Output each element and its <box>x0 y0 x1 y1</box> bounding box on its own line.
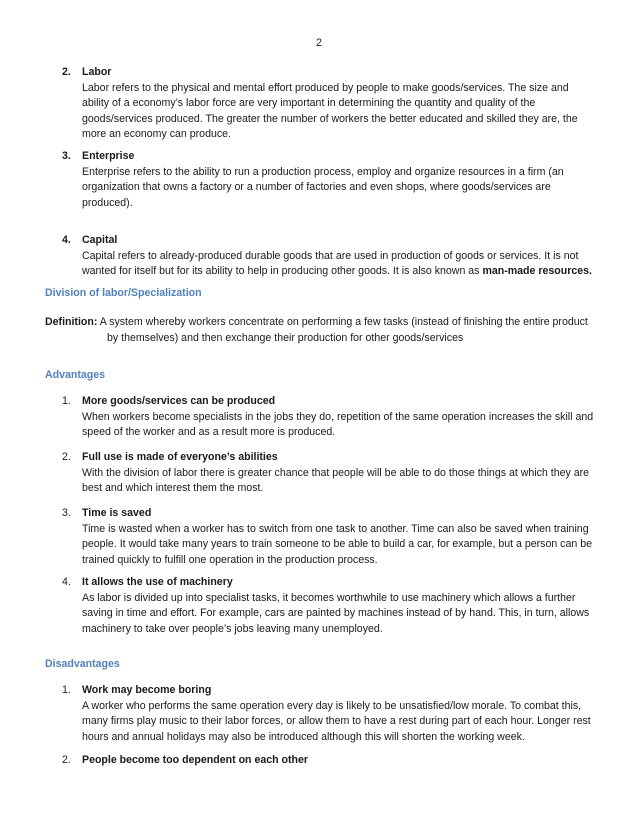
disadvantages-heading: Disadvantages <box>45 658 120 670</box>
text-line: saving in time and effort. For example, cars are painted by machines instead of by hand. This, in turn, allows <box>82 607 590 620</box>
definition-line <box>45 315 600 331</box>
list-number: 2. <box>62 66 71 78</box>
text-line: Time is wasted when a worker has to switch from one task to another. Time can also be saved when training <box>82 522 589 535</box>
text-line: ability of a economy’s labor force are very important in determining the quantity and quality of the <box>82 97 536 110</box>
disadvantage-item <box>62 753 600 769</box>
list-number: 3. <box>62 150 71 162</box>
advantage-title: Time is saved <box>82 507 152 519</box>
advantage-description <box>82 410 600 441</box>
definition-label: Definition: <box>45 316 98 328</box>
list-number: 3. <box>62 507 71 519</box>
definition-line: by themselves) and then exchange their production for other goods/services <box>107 331 464 344</box>
advantage-title: It allows the use of machinery <box>82 576 233 588</box>
factor-title: Labor <box>82 66 112 78</box>
text-line: Capital refers to already-produced durable goods that are used in production of goods or services. It is not <box>82 249 579 262</box>
advantage-item <box>62 506 600 568</box>
list-number: 2. <box>62 451 71 463</box>
list-number: 2. <box>62 754 71 766</box>
disadvantage-item <box>62 683 600 745</box>
text-line: trained quickly to fulfill one operation in the production process. <box>82 553 378 566</box>
page-number: 2 <box>316 37 322 49</box>
text-line: Enterprise refers to the ability to run a production process, employ and organize resources in a firm (an <box>82 165 564 178</box>
advantage-description <box>82 466 600 497</box>
text-line: goods/services produced. The greater the number of workers the better educated and skilled they are, the <box>82 112 578 125</box>
advantage-title: More goods/services can be produced <box>82 395 276 407</box>
text-line: machinery to take over people’s jobs leaving many unemployed. <box>82 622 383 635</box>
text-line: As labor is divided up into specialist tasks, it becomes worthwhile to use machinery which allows a further <box>82 591 576 604</box>
advantage-title: Full use is made of everyone’s abilities <box>82 451 278 463</box>
emphasis-text: man-made resources. <box>482 265 592 278</box>
text-line: people. It would take many years to train someone to be able to build a car, for example, but a person can be <box>82 538 592 551</box>
factor-capital <box>62 233 600 280</box>
text-line: more an economy can produce. <box>82 128 231 141</box>
text-line <box>82 264 600 280</box>
advantage-description <box>82 522 600 569</box>
text-line: produced). <box>82 196 133 209</box>
text-line: A worker who performs the same operation every day is likely to be unsatisfied/low morale. To combat this, <box>82 699 582 712</box>
text-line: speed of the worker and as a result more is produced. <box>82 426 336 439</box>
list-number: 4. <box>62 234 71 246</box>
disadvantage-title: Work may become boring <box>82 684 212 696</box>
factor-enterprise <box>62 149 600 211</box>
definition-text: A system whereby workers concentrate on performing a few tasks (instead of finishing the entire product <box>97 316 588 328</box>
text-line: best and which interest them the most. <box>82 482 264 495</box>
factor-title: Enterprise <box>82 150 135 162</box>
division-heading: Division of labor/Specialization <box>45 287 202 299</box>
disadvantage-description <box>82 699 600 746</box>
advantage-item <box>62 394 600 441</box>
factor-description <box>82 165 600 212</box>
advantage-item <box>62 450 600 497</box>
text-line: organization that owns a factory or a number of factories and even shops, where goods/services are <box>82 181 551 194</box>
list-number: 4. <box>62 576 71 588</box>
list-number: 1. <box>62 395 71 407</box>
text-line: When workers become specialists in the jobs they do, repetition of the same operation increases the skill and <box>82 410 594 423</box>
factor-title: Capital <box>82 234 118 246</box>
advantages-heading: Advantages <box>45 369 106 381</box>
text-line: Labor refers to the physical and mental effort produced by people to make goods/services. The size and <box>82 81 569 94</box>
advantage-item <box>62 575 600 637</box>
text-line: many firms play music to their labor forces, or allow them to have a rest during part of each hour. Longer rest <box>82 715 591 728</box>
factor-description <box>82 249 600 280</box>
disadvantage-title: People become too dependent on each other <box>82 754 309 766</box>
factor-labor <box>62 65 600 143</box>
list-number: 1. <box>62 684 71 696</box>
definition <box>45 315 600 346</box>
advantage-description <box>82 591 600 638</box>
factor-description <box>82 81 600 143</box>
text-line: With the division of labor there is greater chance that people will be able to do those things at which they are <box>82 466 590 479</box>
text-line-plain: wanted for itself but for its ability to help in producing other goods. It is also known as <box>82 265 483 278</box>
text-line: hours and annual holidays may also be introduced although this will shorten the working week. <box>82 730 525 743</box>
